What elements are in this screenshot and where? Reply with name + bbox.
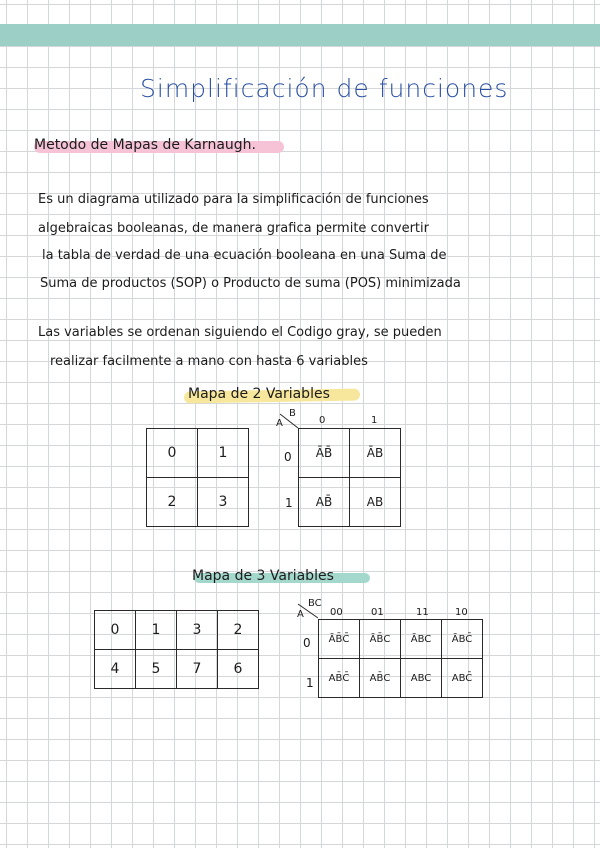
map2-row-header: 0 [284,450,292,464]
header-band [0,24,600,46]
map3-index-cell: 3 [177,611,218,650]
map3-term-cell: ĀBC [401,620,442,659]
map2-term-cell: ĀB [350,429,401,478]
map3-col-header: 00 [330,607,343,618]
map3-index-cell: 4 [95,650,136,689]
map3-index-cell: 1 [136,611,177,650]
page-title: Simplificación de funciones [140,74,509,103]
map3-index-cell: 2 [218,611,259,650]
map2-index-cell: 0 [147,429,198,478]
map3-index-cell: 6 [218,650,259,689]
paragraph1-line: Suma de productos (SOP) o Producto de suma (POS) minimizada [40,276,461,291]
map3-row-header: 0 [303,636,311,650]
map3-col-header: 01 [371,607,384,618]
map3-index-grid [94,610,259,689]
paragraph1-line: Es un diagrama utilizado para la simplificación de funciones [38,192,429,207]
map2-term-cell: AB̄ [299,478,350,527]
map3-col-header: 11 [416,607,429,618]
map3-term-cell: ABC̄ [442,659,483,698]
section-subtitle: Metodo de Mapas de Karnaugh. [34,137,256,153]
map2-index-cell: 1 [198,429,249,478]
map3-index-cell: 5 [136,650,177,689]
map2-term-cell: AB [350,478,401,527]
map3-row-var: A [297,609,304,620]
map2-col-header: 1 [371,415,378,426]
map2-col-var: B [289,408,296,419]
map3-term-cell: AB̄C [360,659,401,698]
map3-term-cell: AB̄C̄ [319,659,360,698]
map3-index-cell: 0 [95,611,136,650]
map2-term-cell: ĀB̄ [299,429,350,478]
map3-col-var: BC [308,598,322,609]
paragraph2-line: realizar facilmente a mano con hasta 6 variables [50,354,368,369]
map3-term-cell: ĀB̄C̄ [319,620,360,659]
map3-term-grid [318,619,483,698]
map2-index-grid [146,428,249,527]
map2-row-header: 1 [285,496,293,510]
map2-col-header: 0 [319,415,326,426]
map2-term-grid [298,428,401,527]
map2-index-cell: 2 [147,478,198,527]
paragraph2-line: Las variables se ordenan siguiendo el Codigo gray, se pueden [38,325,442,340]
map3-term-cell: ĀB̄C [360,620,401,659]
map3-row-header: 1 [306,676,314,690]
map3-title: Mapa de 3 Variables [192,568,334,584]
map3-term-cell: ĀBC̄ [442,620,483,659]
paragraph1-line: algebraicas booleanas, de manera grafica permite convertir [38,221,429,236]
map2-title: Mapa de 2 Variables [188,386,330,402]
paragraph1-line: la tabla de verdad de una ecuación booleana en una Suma de [42,248,447,263]
map3-index-cell: 7 [177,650,218,689]
map2-index-cell: 3 [198,478,249,527]
map3-col-header: 10 [455,607,468,618]
map2-row-var: A [276,418,283,429]
map3-term-cell: ABC [401,659,442,698]
